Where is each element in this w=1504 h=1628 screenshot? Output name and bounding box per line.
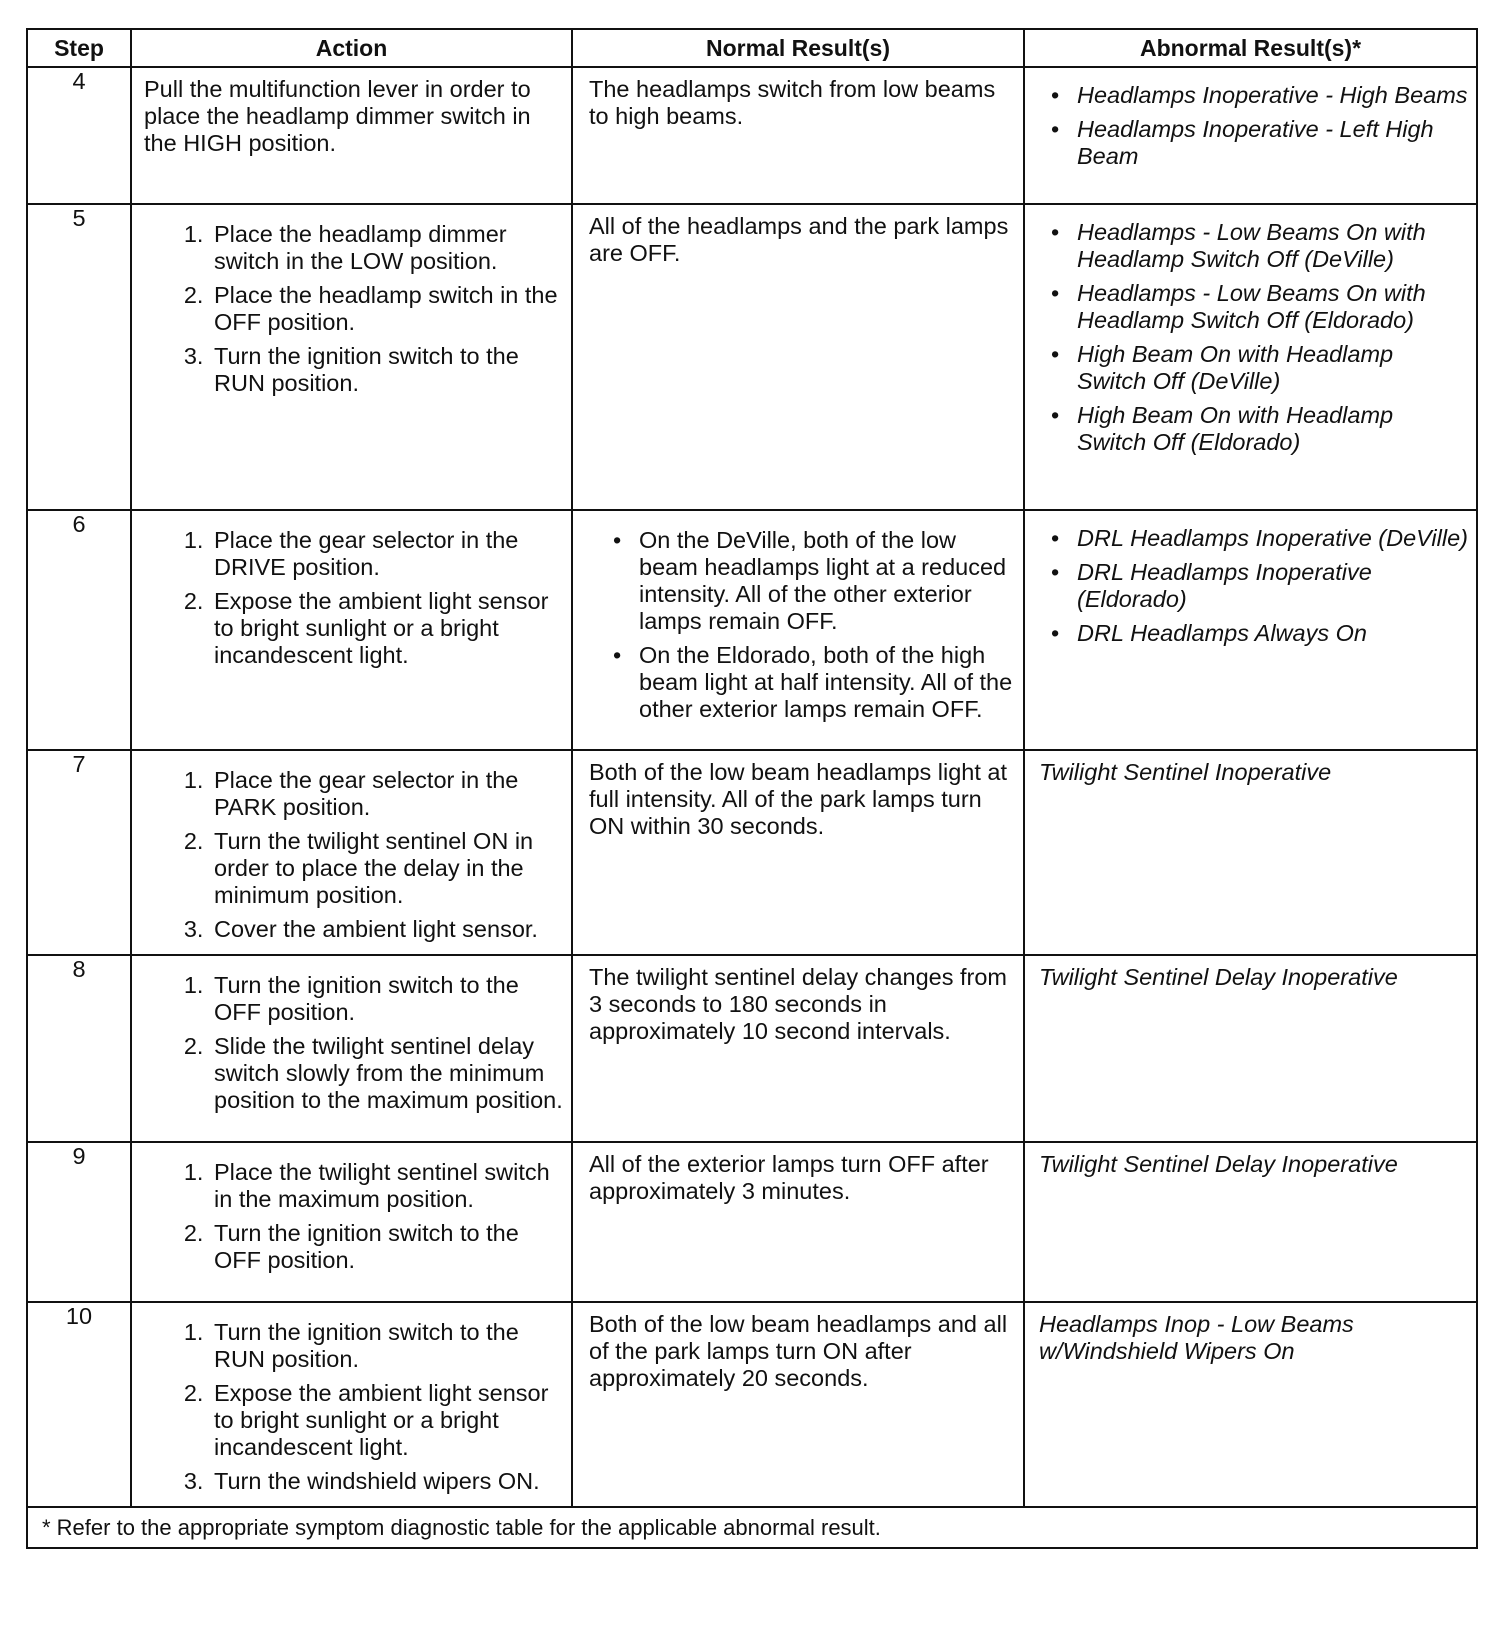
normal-result-cell: [572, 750, 1024, 955]
step-number: 10: [27, 1302, 131, 1507]
abnormal-result-text: Twilight Sentinel Delay Inoperative: [1039, 964, 1398, 990]
action-step: 1. Place the headlamp dimmer switch in the LOW position.: [210, 221, 563, 275]
step-number: 9: [27, 1142, 131, 1302]
abnormal-result-item: • Headlamps - Low Beams On with Headlamp Switch Off (Eldorado): [1077, 280, 1468, 334]
normal-result-text: All of the headlamps and the park lamps are OFF.: [589, 213, 1009, 266]
action-step: 2. Slide the twilight sentinel delay switch slowly from the minimum position to the maximum position.: [210, 1033, 563, 1114]
header-abnormal-results: Abnormal Result(s)*: [1024, 29, 1477, 67]
action-step: 2. Expose the ambient light sensor to bright sunlight or a bright incandescent light.: [210, 1380, 563, 1461]
action-step: 1. Place the gear selector in the DRIVE position.: [210, 527, 563, 581]
step-number: 7: [27, 750, 131, 955]
normal-result-cell: [572, 67, 1024, 204]
action-step: 3. Turn the windshield wipers ON.: [210, 1468, 563, 1495]
table-row: [27, 750, 1477, 955]
abnormal-result-cell: [1024, 750, 1477, 955]
normal-result-text: The headlamps switch from low beams to high beams.: [589, 76, 996, 129]
step-number: 6: [27, 510, 131, 750]
normal-result-item: • On the DeVille, both of the low beam headlamps light at a reduced intensity. All of the other exterior lamps remain OFF.: [639, 527, 1015, 635]
table-row: [27, 955, 1477, 1142]
normal-result-cell: [572, 955, 1024, 1142]
normal-result-cell: [572, 510, 1024, 750]
normal-result-item: • On the Eldorado, both of the high beam light at half intensity. All of the other exterior lamps remain OFF.: [639, 642, 1015, 723]
table-row: [27, 204, 1477, 510]
header-step: Step: [27, 29, 131, 67]
normal-result-text: Both of the low beam headlamps and all of the park lamps turn ON after approximately 20 seconds.: [589, 1311, 1008, 1391]
normal-result-cell: [572, 1302, 1024, 1507]
abnormal-result-item: • Headlamps Inoperative - High Beams: [1077, 82, 1468, 109]
action-cell: [131, 750, 572, 955]
abnormal-result-text: Twilight Sentinel Inoperative: [1039, 759, 1332, 785]
abnormal-result-cell: [1024, 204, 1477, 510]
action-cell: [131, 67, 572, 204]
table-row: [27, 1142, 1477, 1302]
normal-result-cell: [572, 204, 1024, 510]
action-cell: [131, 510, 572, 750]
abnormal-result-item: • DRL Headlamps Always On: [1077, 620, 1468, 647]
footnote: * Refer to the appropriate symptom diagnostic table for the applicable abnormal result.: [27, 1507, 1477, 1548]
diagnostic-table: [26, 28, 1478, 1549]
step-number: 5: [27, 204, 131, 510]
abnormal-result-item: • Headlamps - Low Beams On with Headlamp Switch Off (DeVille): [1077, 219, 1468, 273]
action-cell: [131, 1142, 572, 1302]
action-step: 2. Turn the twilight sentinel ON in order to place the delay in the minimum position.: [210, 828, 563, 909]
abnormal-result-item: • DRL Headlamps Inoperative (Eldorado): [1077, 559, 1468, 613]
action-cell: [131, 204, 572, 510]
normal-result-cell: [572, 1142, 1024, 1302]
normal-result-text: Both of the low beam headlamps light at full intensity. All of the park lamps turn ON within 30 seconds.: [589, 759, 1008, 839]
step-number: 4: [27, 67, 131, 204]
footnote-row: [27, 1507, 1477, 1548]
normal-result-text: All of the exterior lamps turn OFF after approximately 3 minutes.: [589, 1151, 989, 1204]
abnormal-result-item: • High Beam On with Headlamp Switch Off (Eldorado): [1077, 402, 1468, 456]
table-row: [27, 1302, 1477, 1507]
action-cell: [131, 955, 572, 1142]
action-step: 2. Place the headlamp switch in the OFF position.: [210, 282, 563, 336]
abnormal-result-cell: [1024, 955, 1477, 1142]
abnormal-result-text: Headlamps Inop - Low Beams w/Windshield Wipers On: [1039, 1311, 1354, 1364]
abnormal-result-text: Twilight Sentinel Delay Inoperative: [1039, 1151, 1398, 1177]
action-step: 1. Turn the ignition switch to the RUN position.: [210, 1319, 563, 1373]
header-action: Action: [131, 29, 572, 67]
normal-result-text: The twilight sentinel delay changes from 3 seconds to 180 seconds in approximately 10 second intervals.: [589, 964, 1007, 1044]
action-step: 1. Place the twilight sentinel switch in the maximum position.: [210, 1159, 563, 1213]
header-normal-results: Normal Result(s): [572, 29, 1024, 67]
abnormal-result-cell: [1024, 67, 1477, 204]
action-step: 1. Place the gear selector in the PARK position.: [210, 767, 563, 821]
abnormal-result-item: • Headlamps Inoperative - Left High Beam: [1077, 116, 1468, 170]
action-step: 2. Turn the ignition switch to the OFF position.: [210, 1220, 563, 1274]
table-row: [27, 510, 1477, 750]
action-step: 3. Turn the ignition switch to the RUN position.: [210, 343, 563, 397]
header-row: [27, 29, 1477, 67]
step-number: 8: [27, 955, 131, 1142]
action-step: 3. Cover the ambient light sensor.: [210, 916, 563, 943]
action-step: 1. Turn the ignition switch to the OFF position.: [210, 972, 563, 1026]
abnormal-result-cell: [1024, 510, 1477, 750]
abnormal-result-cell: [1024, 1302, 1477, 1507]
action-step: 2. Expose the ambient light sensor to bright sunlight or a bright incandescent light.: [210, 588, 563, 669]
abnormal-result-item: • High Beam On with Headlamp Switch Off (DeVille): [1077, 341, 1468, 395]
action-cell: [131, 1302, 572, 1507]
table-row: [27, 67, 1477, 204]
abnormal-result-cell: [1024, 1142, 1477, 1302]
abnormal-result-item: • DRL Headlamps Inoperative (DeVille): [1077, 525, 1468, 552]
action-text: Pull the multifunction lever in order to place the headlamp dimmer switch in the HIGH position.: [144, 76, 531, 156]
